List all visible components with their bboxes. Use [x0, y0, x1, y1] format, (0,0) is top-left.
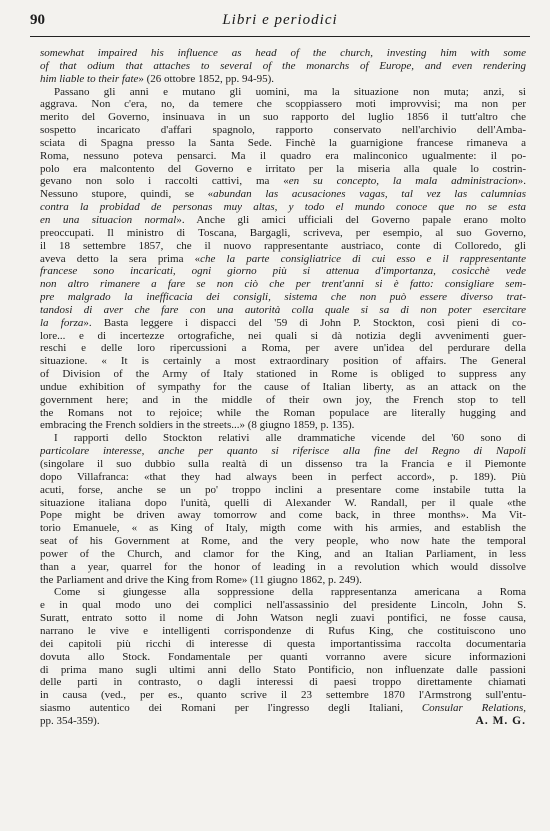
text-run: particolare interesse, anche per quanto si riferisce alla fine del Regno di Napoli: [40, 445, 526, 458]
text-run: Suratt, entrato sotto il nome di John Watson negli zuavi pontifici, ne fosse causa,: [40, 612, 526, 625]
text-line: [40, 471, 526, 484]
text-run: merito del Governo, insinuava in un suo rapporto del luglio 1856 il tutt'altro che: [40, 111, 526, 124]
text-line: [40, 522, 526, 535]
text-line: [40, 111, 526, 124]
text-run: sospetto incaricato d'affari spagnolo, rapporto conservato nell'archivio dell'Amba-: [40, 124, 526, 137]
text-run: il 18 settembre 1857, che il nuovo rappresentante austriaco, conte di Colloredo, gli: [40, 239, 526, 252]
text-line: [40, 175, 526, 188]
header-rule: [30, 36, 530, 37]
text-run: abundan las acusaciones vagas, tal vez las calumnias: [213, 188, 526, 201]
text-run: Nessuno stupore, quindi, se «: [40, 188, 214, 201]
text-run: of Division of the Army of Italy stationed in Rome is obliged to suppress any: [40, 368, 526, 381]
text-run: than a year, quarrel for the honor of leading in a revolution which would dissolve: [40, 560, 526, 573]
text-line: [40, 253, 526, 266]
text-line: [40, 201, 526, 214]
text-line: [40, 548, 526, 561]
text-run: delle parti in contrasto, o dagli interessi di paesi troppo direttamente chiamati: [40, 676, 526, 689]
text-run: di prima mano sugli ultimi anni dello Stato Pontificio, non influenzate dalle passioni: [40, 663, 526, 676]
article-body: [40, 47, 526, 728]
text-line: [40, 484, 526, 497]
text-run: I rapporti dello Stockton relativi alle drammatiche vicende del '60 sono di: [54, 432, 526, 445]
text-run: in causa (ved., per es., quanto scrive il 23 settembre 1870 l'Armstrong sull'entu-: [40, 689, 526, 702]
text-run: ».: [517, 175, 526, 188]
text-run: the Romans not to rejoice; while the Roman populace are literally hugging and: [40, 406, 526, 419]
text-lines: [40, 47, 526, 715]
text-line: [40, 419, 526, 432]
text-line: [40, 278, 526, 291]
text-run: tandosi di aver che fare con una autorità colla quale si sa di non poter esercitare: [40, 303, 526, 316]
text-run: non altro rimanere a fare se non ciò che per trent'anni si è fatto: consigliare sem-: [40, 278, 526, 291]
footer-pages: pp. 354-359).: [40, 714, 100, 727]
text-line: [40, 368, 526, 381]
text-line: [40, 497, 526, 510]
text-line: [40, 689, 526, 702]
text-line: [40, 240, 526, 253]
text-line: [40, 574, 526, 587]
text-run: seat of his Government at Rome, and the very people, who now hate the temporal: [40, 535, 526, 548]
text-run: somewhat impaired his influence as head of the church, investing him with some: [40, 47, 526, 59]
text-line: [40, 265, 526, 278]
text-line: [40, 150, 526, 163]
text-line: [40, 304, 526, 317]
text-line: [40, 651, 526, 664]
running-title: Libri e periodici: [222, 12, 338, 28]
text-run: preoccupati. Il ministro di Toscana, Bargagli, scriveva, per esempio, al suo Governo,: [40, 226, 526, 239]
text-run: aggrava. Non c'era, no, da temere che scoppiassero moti improvvisi; ma non per: [40, 98, 526, 111]
text-line: [40, 60, 526, 73]
text-run: sciata di Spagna presso la Santa Sede. Finchè la guarnigione francese rimaneva a: [40, 136, 526, 149]
text-run: government here; and in the middle of their own joy, the French stop to tell: [40, 393, 526, 406]
text-run: pre malgrado la inefficacia dei consigli, sistema che non può essere diverso trat-: [40, 291, 526, 304]
text-line: [40, 586, 526, 599]
text-run: reschi e delle loro ripercussioni a Roma, per avere un'idea del perdurare della: [40, 342, 526, 355]
text-run: contra la probidad de personas muy altas, y todo el mundo conoce que no se esta: [40, 201, 526, 214]
text-run: en una situacion normal: [40, 213, 177, 226]
text-run: polo era malcontento del Governo e irritato per la miseria alla quale lo costrin-: [40, 162, 526, 175]
page-header: [30, 12, 530, 36]
text-line: [40, 227, 526, 240]
text-line: [40, 86, 526, 99]
text-run: undue exhibition of sympathy for the cause of Italian liberty, as an attack on the: [40, 380, 526, 393]
text-run: che la parte consigliatrice di cui esso e il rappresentante: [200, 252, 526, 265]
text-line: [40, 407, 526, 420]
text-run: dei capitoli più ricchi di interesse di questa importantissima raccolta documentaria: [40, 637, 526, 650]
text-line: [40, 432, 526, 445]
text-run: Come si giungesse alla soppressione della rappresentanza americana a Roma: [54, 586, 526, 599]
text-line: [40, 509, 526, 522]
text-line: [40, 535, 526, 548]
page-number: 90: [30, 12, 45, 28]
text-line: [40, 458, 526, 471]
text-run: francese sono incaricati, ogni giorno più si attenua d'importanza, cosicchè vede: [40, 265, 526, 278]
text-line: [40, 137, 526, 150]
text-line: [40, 188, 526, 201]
text-run: gevano non solo i raccolti cattivi, ma «: [40, 175, 289, 188]
text-line: [40, 664, 526, 677]
text-line: [40, 73, 526, 86]
footer-line: [40, 715, 526, 728]
text-line: [40, 445, 526, 458]
text-line: [40, 98, 526, 111]
text-line: [40, 317, 526, 330]
text-line: [40, 676, 526, 689]
text-run: narrano le vive e intelligenti corrispondenze di Rufus King, che costituiscono uno: [40, 624, 526, 637]
text-line: [40, 561, 526, 574]
text-run: » (26 ottobre 1852, pp. 94-95).: [138, 72, 275, 85]
text-run: Passano gli anni e mutano gli uomini, ma la situazione non muta; anzi, si: [54, 85, 526, 98]
text-line: [40, 702, 526, 715]
text-line: [40, 124, 526, 137]
text-line: [40, 291, 526, 304]
text-run: situazione. « It is certainly a most extraordinary position of affairs. The General: [40, 355, 526, 368]
text-run: siasmo autentico dei Romani per l'ingresso degli Italiani,: [40, 702, 422, 715]
text-run: dopo Villafranca: «that they had always been in perfect accord», p. 189). Più: [40, 470, 526, 483]
text-line: [40, 47, 526, 60]
text-run: power of the Church, and clamor for the King, and an Italian Parliament, in less: [40, 547, 526, 560]
text-run: him liable to their fate: [40, 72, 139, 85]
text-line: [40, 163, 526, 176]
text-run: of that odium that attaches to several of the monarchs of Europe, and even rendering: [40, 59, 526, 72]
text-run: en su concepto, la mala administracion: [288, 175, 518, 188]
text-line: [40, 355, 526, 368]
text-run: ». Basta leggere i dispacci del '59 di John P. Stockton, così pieni di co-: [83, 316, 526, 329]
text-line: [40, 330, 526, 343]
text-line: [40, 599, 526, 612]
text-run: aveva detto la sera prima «: [40, 252, 201, 265]
text-run: (singolare il suo dubbio sulla realtà di un dissenso tra la Francia e il Piemonte: [40, 458, 526, 470]
text-run: situazione italiana dopo l'unità, quelli di Alexander W. Randall, per il quale «the: [40, 496, 526, 509]
text-line: [40, 342, 526, 355]
text-run: e in qual modo uno dei complici nell'assassinio del presidente Lincoln, John S.: [40, 599, 526, 612]
text-line: [40, 625, 526, 638]
text-run: ». Anche gli amici ufficiali del Governo papale erano molto: [176, 213, 526, 226]
text-run: embracing the French soldiers in the streets...» (8 giugno 1859, p. 135).: [40, 419, 355, 432]
text-run: lore... e di incertezze ortografiche, nei quali si dà notizia degli avvenimenti guer-: [40, 329, 526, 342]
text-line: [40, 394, 526, 407]
text-run: Pope might be driven away tomorrow and come back, in three months». Ma Vit-: [40, 509, 526, 522]
author-signature: A. M. G.: [475, 714, 526, 727]
text-run: torio Emanuele, « as King of Italy, migth come with his armies, and establish the: [40, 522, 526, 535]
text-run: Roma, nessuno poteva pensarci. Ma il quadro era malinconico ugualmente: il po-: [40, 149, 526, 162]
text-line: [40, 214, 526, 227]
text-run: acuti, forse, anche se un po' troppo inclini a presentare come instabile tutta la: [40, 483, 526, 496]
text-line: [40, 638, 526, 651]
text-line: [40, 612, 526, 625]
text-run: Consular Relations,: [421, 702, 526, 715]
text-line: [40, 381, 526, 394]
text-run: dovuta allo Stock. Fondamentale per quanti vorranno avere sicure informazioni: [40, 650, 526, 663]
text-run: the Parliament and drive the King from Rome» (11 giugno 1862, p. 249).: [40, 573, 362, 586]
text-run: la forza: [40, 316, 84, 329]
